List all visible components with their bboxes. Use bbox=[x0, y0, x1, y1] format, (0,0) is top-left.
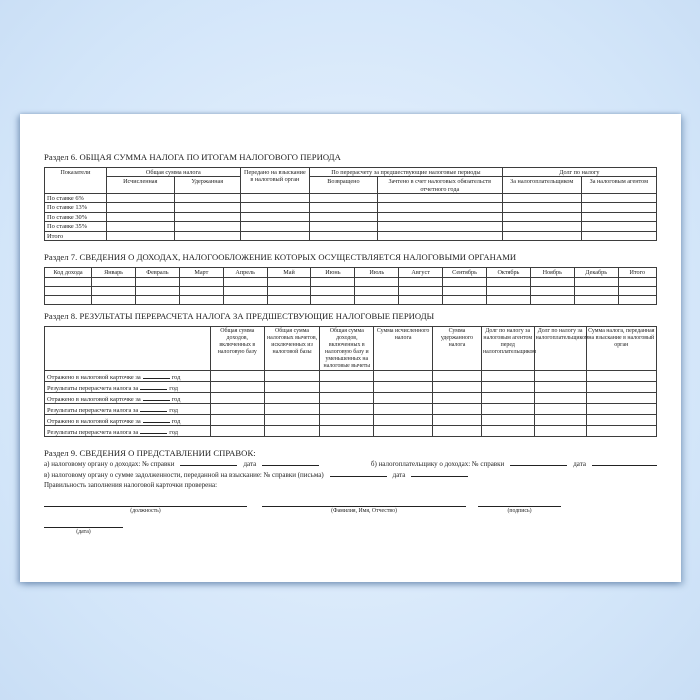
empty-cell bbox=[135, 277, 179, 286]
col-returned: Возвращено bbox=[309, 177, 377, 194]
empty-cell bbox=[320, 403, 374, 414]
row-label: По ставке 6% bbox=[45, 193, 107, 203]
row-label: Отражено в налоговой карточке за год bbox=[45, 414, 211, 425]
empty-cell bbox=[320, 392, 374, 403]
year-blank bbox=[140, 383, 167, 390]
empty-cell bbox=[581, 212, 656, 222]
col-month-may: Май bbox=[267, 268, 311, 277]
empty-cell bbox=[320, 370, 374, 381]
empty-cell bbox=[432, 392, 481, 403]
empty-cell bbox=[320, 381, 374, 392]
signature-row bbox=[44, 505, 657, 515]
empty-cell bbox=[106, 231, 174, 241]
empty-cell bbox=[311, 295, 355, 304]
empty-cell bbox=[586, 425, 656, 436]
row-label: Результаты перерасчета налога за год bbox=[45, 425, 211, 436]
section7-table bbox=[44, 267, 657, 304]
empty-cell bbox=[586, 381, 656, 392]
empty-cell bbox=[581, 203, 656, 213]
empty-cell bbox=[481, 392, 534, 403]
empty-cell bbox=[267, 295, 311, 304]
col-debt-agent: За налоговым агентом bbox=[581, 177, 656, 194]
page-content bbox=[44, 114, 657, 536]
empty-cell bbox=[210, 425, 264, 436]
empty-cell bbox=[486, 277, 530, 286]
empty-cell bbox=[586, 414, 656, 425]
section8-header-row bbox=[45, 326, 657, 370]
col-empty-corner bbox=[45, 326, 211, 370]
full-name-label: (Фамилия, Имя, Отчество) bbox=[331, 507, 397, 514]
col-month-october: Октябрь bbox=[486, 268, 530, 277]
empty-cell bbox=[223, 295, 267, 304]
empty-cell bbox=[309, 212, 377, 222]
row-label: Итого bbox=[45, 231, 107, 241]
empty-cell bbox=[179, 277, 223, 286]
empty-cell bbox=[210, 392, 264, 403]
check-text: Правильность заполнения налоговой карточки проверена: bbox=[44, 481, 218, 490]
col-income-in-base: Общая сумма доходов, включенных в налоговую базу bbox=[210, 326, 264, 370]
section6-table bbox=[44, 167, 657, 241]
line-a-text: а) налоговому органу о доходах: № справки bbox=[44, 459, 175, 468]
year-blank bbox=[140, 427, 167, 434]
col-deductions-excluded: Общая сумма налоговых вычетов, исключенных из налоговой базы bbox=[264, 326, 320, 370]
col-calculated: Исчисленная bbox=[106, 177, 174, 194]
signature-position-group bbox=[44, 505, 247, 515]
document-page bbox=[20, 114, 681, 582]
table-row bbox=[45, 231, 657, 241]
col-month-november: Ноябрь bbox=[530, 268, 574, 277]
cert-number-blank bbox=[510, 458, 567, 466]
table-row bbox=[45, 203, 657, 213]
row-label: По ставке 35% bbox=[45, 222, 107, 232]
empty-cell bbox=[264, 414, 320, 425]
year-blank bbox=[143, 416, 170, 423]
row-label: Отражено в налоговой карточке за год bbox=[45, 370, 211, 381]
empty-cell bbox=[92, 295, 136, 304]
date-label: дата bbox=[392, 471, 406, 480]
col-debt-taxpayer: За налогоплательщиком bbox=[502, 177, 581, 194]
empty-cell bbox=[264, 381, 320, 392]
empty-cell bbox=[534, 370, 586, 381]
date-blank bbox=[592, 458, 657, 466]
empty-cell bbox=[240, 203, 309, 213]
col-month-april: Апрель bbox=[223, 268, 267, 277]
empty-cell bbox=[223, 277, 267, 286]
date-label: дата bbox=[573, 459, 586, 468]
empty-cell bbox=[502, 203, 581, 213]
table-row bbox=[45, 193, 657, 203]
empty-cell bbox=[399, 277, 443, 286]
table-row bbox=[45, 392, 657, 403]
empty-cell bbox=[240, 231, 309, 241]
empty-cell bbox=[586, 403, 656, 414]
empty-cell bbox=[443, 286, 487, 295]
empty-cell bbox=[374, 414, 433, 425]
empty-cell bbox=[106, 203, 174, 213]
col-offset: Зачтено в счет налоговых обязательств отчетного года bbox=[377, 177, 502, 194]
empty-cell bbox=[574, 277, 618, 286]
empty-cell bbox=[174, 193, 240, 203]
col-debt-agent-to-taxpayer: Долг по налогу за налоговым агентом перед налогоплательщиком bbox=[481, 326, 534, 370]
empty-cell bbox=[581, 193, 656, 203]
empty-cell bbox=[264, 392, 320, 403]
empty-cell bbox=[574, 295, 618, 304]
section8-table bbox=[44, 326, 657, 437]
empty-cell bbox=[534, 392, 586, 403]
empty-cell bbox=[374, 381, 433, 392]
signature-date-group bbox=[44, 526, 123, 536]
empty-cell bbox=[618, 277, 656, 286]
empty-cell bbox=[174, 231, 240, 241]
empty-cell bbox=[481, 403, 534, 414]
empty-cell bbox=[355, 295, 399, 304]
col-group-total-tax: Общая сумма налога bbox=[106, 168, 240, 177]
empty-cell bbox=[481, 425, 534, 436]
empty-cell bbox=[443, 295, 487, 304]
cert-number-blank bbox=[180, 458, 237, 466]
empty-cell bbox=[309, 203, 377, 213]
table-row bbox=[45, 370, 657, 381]
empty-cell bbox=[267, 286, 311, 295]
empty-cell bbox=[618, 295, 656, 304]
col-month-december: Декабрь bbox=[574, 268, 618, 277]
empty-cell bbox=[502, 222, 581, 232]
row-label: По ставке 30% bbox=[45, 212, 107, 222]
empty-cell bbox=[264, 425, 320, 436]
empty-cell bbox=[223, 286, 267, 295]
empty-cell bbox=[320, 425, 374, 436]
signature-label: (подпись) bbox=[507, 507, 532, 514]
year-blank bbox=[140, 405, 167, 412]
table-row bbox=[45, 286, 657, 295]
empty-cell bbox=[486, 295, 530, 304]
col-tax-calculated: Сумма исчисленного налога bbox=[374, 326, 433, 370]
empty-cell bbox=[309, 231, 377, 241]
line-c-text: в) налоговому органу о сумме задолженности, переданной на взыскание: № справки (письма) bbox=[44, 471, 324, 480]
empty-cell bbox=[399, 286, 443, 295]
table-row bbox=[45, 425, 657, 436]
position-label: (должность) bbox=[130, 507, 161, 514]
empty-cell bbox=[618, 286, 656, 295]
table-row bbox=[45, 403, 657, 414]
empty-cell bbox=[534, 403, 586, 414]
col-month-july: Июль bbox=[355, 268, 399, 277]
empty-cell bbox=[264, 403, 320, 414]
row-label: Результаты перерасчета налога за год bbox=[45, 403, 211, 414]
table-row bbox=[45, 212, 657, 222]
empty-cell bbox=[432, 414, 481, 425]
empty-cell bbox=[432, 403, 481, 414]
date-blank bbox=[411, 469, 468, 477]
date-blank bbox=[262, 458, 319, 466]
empty-cell bbox=[481, 381, 534, 392]
verification-line bbox=[44, 481, 657, 491]
empty-cell bbox=[586, 370, 656, 381]
empty-cell bbox=[530, 295, 574, 304]
row-label: Результаты перерасчета налога за год bbox=[45, 381, 211, 392]
section6-title: Раздел 6. ОБЩАЯ СУММА НАЛОГА ПО ИТОГАМ НАЛОГОВОГО ПЕРИОДА bbox=[44, 152, 341, 162]
empty-cell bbox=[309, 193, 377, 203]
empty-cell bbox=[432, 425, 481, 436]
empty-cell bbox=[267, 277, 311, 286]
empty-cell bbox=[210, 414, 264, 425]
empty-cell bbox=[179, 295, 223, 304]
date-label-caption: (дата) bbox=[76, 528, 91, 535]
empty-cell bbox=[502, 212, 581, 222]
empty-cell bbox=[530, 286, 574, 295]
table-row bbox=[45, 277, 657, 286]
empty-cell bbox=[377, 222, 502, 232]
col-month-august: Август bbox=[399, 268, 443, 277]
empty-cell bbox=[45, 277, 92, 286]
empty-cell bbox=[374, 392, 433, 403]
certificate-line-a-b bbox=[44, 458, 657, 470]
empty-cell bbox=[374, 370, 433, 381]
empty-cell bbox=[534, 425, 586, 436]
year-blank bbox=[143, 394, 170, 401]
empty-cell bbox=[377, 203, 502, 213]
empty-cell bbox=[210, 381, 264, 392]
empty-cell bbox=[106, 193, 174, 203]
empty-cell bbox=[443, 277, 487, 286]
empty-cell bbox=[374, 425, 433, 436]
section6-header-row2 bbox=[45, 177, 657, 194]
empty-cell bbox=[210, 403, 264, 414]
col-transferred: Передано на взыскание в налоговый орган bbox=[240, 168, 309, 194]
empty-cell bbox=[432, 370, 481, 381]
col-month-march: Март bbox=[179, 268, 223, 277]
empty-cell bbox=[311, 286, 355, 295]
line-b-group bbox=[371, 458, 657, 470]
col-group-recalc: По перерасчету за предшествующие налоговые периоды bbox=[309, 168, 502, 177]
empty-cell bbox=[534, 381, 586, 392]
empty-cell bbox=[309, 222, 377, 232]
col-tax-withheld: Сумма удержанного налога bbox=[432, 326, 481, 370]
signature-name-group bbox=[262, 505, 466, 515]
empty-cell bbox=[377, 193, 502, 203]
empty-cell bbox=[240, 212, 309, 222]
cert-number-blank bbox=[330, 469, 387, 477]
col-month-june: Июнь bbox=[311, 268, 355, 277]
empty-cell bbox=[264, 370, 320, 381]
table-row bbox=[45, 381, 657, 392]
empty-cell bbox=[240, 193, 309, 203]
empty-cell bbox=[210, 370, 264, 381]
empty-cell bbox=[355, 286, 399, 295]
row-label: По ставке 13% bbox=[45, 203, 107, 213]
empty-cell bbox=[174, 212, 240, 222]
empty-cell bbox=[355, 277, 399, 286]
empty-cell bbox=[581, 231, 656, 241]
empty-cell bbox=[377, 212, 502, 222]
empty-cell bbox=[374, 403, 433, 414]
year-blank bbox=[143, 372, 170, 379]
empty-cell bbox=[530, 277, 574, 286]
empty-cell bbox=[502, 231, 581, 241]
col-total: Итого bbox=[618, 268, 656, 277]
col-month-september: Сентябрь bbox=[443, 268, 487, 277]
col-withheld: Удержанная bbox=[174, 177, 240, 194]
section7-title: Раздел 7. СВЕДЕНИЯ О ДОХОДАХ, НАЛОГООБЛОЖЕНИЕ КОТОРЫХ ОСУЩЕСТВЛЯЕТСЯ НАЛОГОВЫМИ ОРГАНАМИ bbox=[44, 252, 517, 263]
section9-title: Раздел 9. СВЕДЕНИЯ О ПРЕДСТАВЛЕНИИ СПРАВОК: bbox=[44, 447, 256, 458]
col-debt-of-taxpayer: Долг по налогу за налогоплательщиком bbox=[534, 326, 586, 370]
empty-cell bbox=[586, 392, 656, 403]
empty-cell bbox=[45, 286, 92, 295]
col-month-january: Январь bbox=[92, 268, 136, 277]
table-row bbox=[45, 414, 657, 425]
empty-cell bbox=[534, 414, 586, 425]
empty-cell bbox=[432, 381, 481, 392]
empty-cell bbox=[502, 193, 581, 203]
empty-cell bbox=[581, 222, 656, 232]
signature-sign-group bbox=[478, 505, 561, 515]
empty-cell bbox=[481, 414, 534, 425]
col-month-february: Февраль bbox=[135, 268, 179, 277]
date-label: дата bbox=[243, 459, 257, 468]
col-group-debt: Долг по налогу bbox=[502, 168, 656, 177]
row-label: Отражено в налоговой карточке за год bbox=[45, 392, 211, 403]
empty-cell bbox=[92, 277, 136, 286]
empty-cell bbox=[106, 212, 174, 222]
line-b-text: б) налогоплательщику о доходах: № справки bbox=[370, 459, 505, 468]
section7-header-row bbox=[45, 268, 657, 277]
empty-cell bbox=[240, 222, 309, 232]
table-row bbox=[45, 222, 657, 232]
empty-cell bbox=[574, 286, 618, 295]
empty-cell bbox=[377, 231, 502, 241]
empty-cell bbox=[135, 295, 179, 304]
col-income-code: Код дохода bbox=[45, 268, 92, 277]
section6-header-row1 bbox=[45, 168, 657, 177]
col-income-reduced: Общая сумма доходов, включенных в налоговую базу и уменьшенных на налоговые вычеты bbox=[320, 326, 374, 370]
empty-cell bbox=[45, 295, 92, 304]
col-indicators: Показатели bbox=[45, 168, 107, 194]
empty-cell bbox=[320, 414, 374, 425]
section8-title: Раздел 8. РЕЗУЛЬТАТЫ ПЕРЕРАСЧЕТА НАЛОГА ЗА ПРЕДШЕСТВУЮЩИЕ НАЛОГОВЫЕ ПЕРИОДЫ bbox=[44, 310, 435, 321]
empty-cell bbox=[486, 286, 530, 295]
col-tax-transferred: Сумма налога, переданная на взыскание в налоговый орган bbox=[586, 326, 656, 370]
empty-cell bbox=[92, 286, 136, 295]
empty-cell bbox=[174, 203, 240, 213]
certificate-line-c bbox=[44, 469, 657, 481]
empty-cell bbox=[399, 295, 443, 304]
table-row bbox=[45, 295, 657, 304]
empty-cell bbox=[135, 286, 179, 295]
empty-cell bbox=[311, 277, 355, 286]
empty-cell bbox=[179, 286, 223, 295]
empty-cell bbox=[106, 222, 174, 232]
empty-cell bbox=[481, 370, 534, 381]
empty-cell bbox=[174, 222, 240, 232]
